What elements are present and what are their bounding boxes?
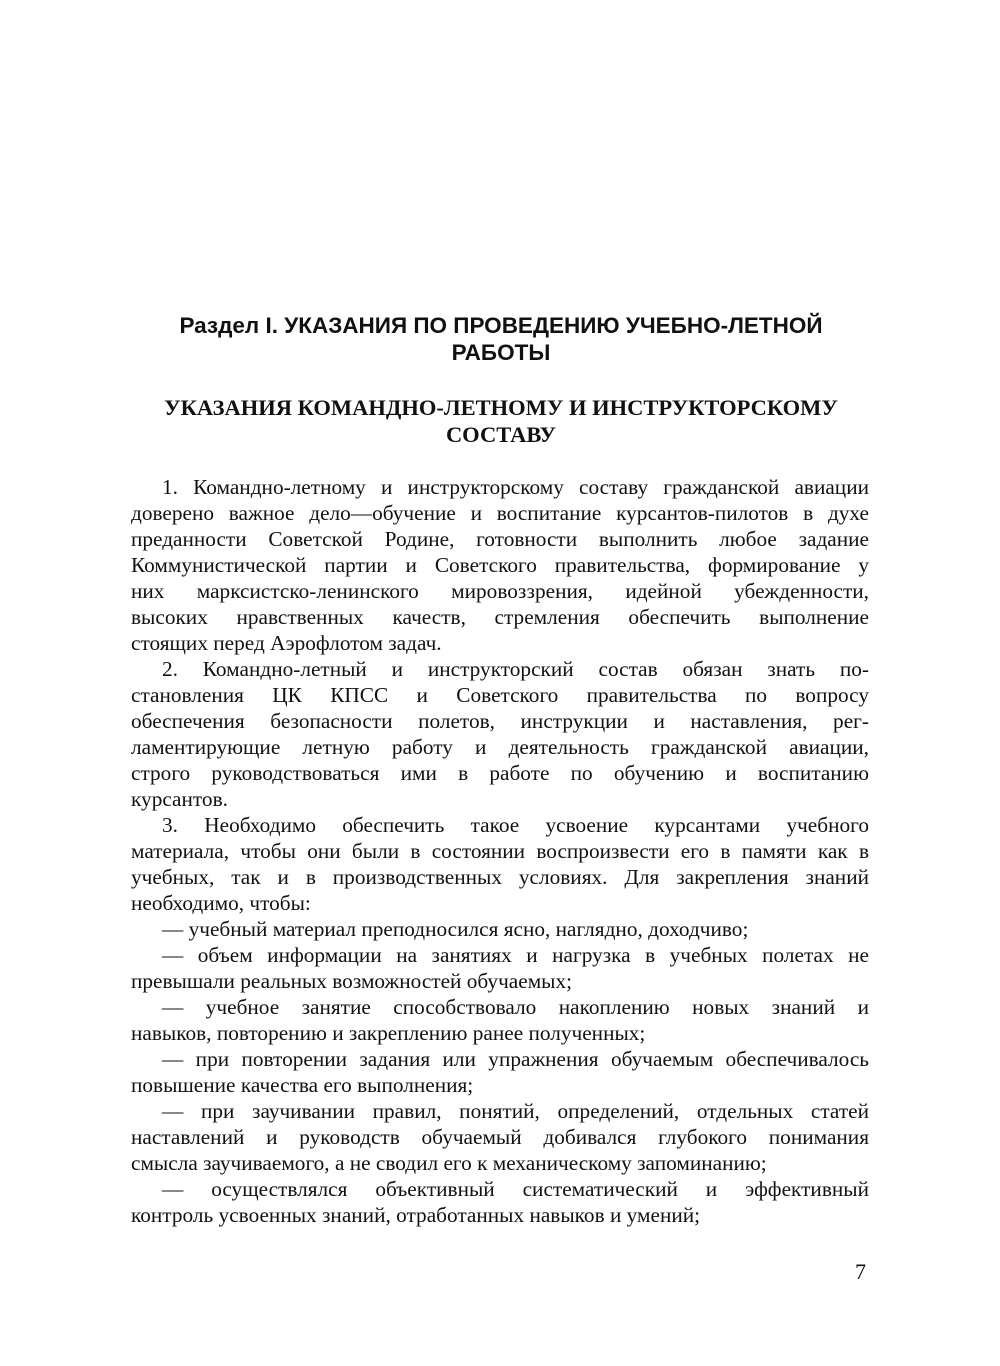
paragraph-3 [131, 812, 869, 916]
list-item [131, 1176, 869, 1228]
text-line: обеспечения безопасности полетов, инструкции и наставления, рег- [131, 709, 869, 733]
text-line: становления ЦК КПСС и Советского правительства по вопросу [131, 683, 869, 707]
text-line: учебных, так и в производственных условиях. Для закрепления знаний [131, 865, 869, 889]
text-line: превышали реальных возможностей обучаемых; [131, 969, 573, 993]
text-line: доверено важное дело—обучение и воспитание курсантов-пилотов в духе [131, 501, 869, 525]
text-line: ламентирующие летную работу и деятельность гражданской авиации, [131, 735, 869, 759]
text-line: — учебный материал преподносился ясно, наглядно, доходчиво; [162, 917, 749, 941]
text-line: — объем информации на занятиях и нагрузка в учебных полетах не [162, 943, 869, 967]
text-line: материала, чтобы они были в состоянии воспроизвести его в памяти как в [131, 839, 869, 863]
list-item [131, 1046, 869, 1098]
text-line: контроль усвоенных знаний, отработанных навыков и умений; [131, 1203, 701, 1227]
list-item [131, 916, 869, 942]
text-line: 2. Командно-летный и инструкторский состав обязан знать по- [162, 657, 869, 681]
text-line: необходимо, чтобы: [131, 891, 311, 915]
text-line: высоких нравственных качеств, стремления обеспечить выполнение [131, 605, 869, 629]
list-item [131, 942, 869, 994]
paragraph-2 [131, 656, 869, 812]
subsection-heading-line: УКАЗАНИЯ КОМАНДНО-ЛЕТНОМУ И ИНСТРУКТОРСКОМУ [164, 395, 838, 420]
section-heading [133, 312, 869, 366]
text-line: курсантов. [131, 787, 228, 811]
text-line: строго руководствоваться ими в работе по обучению и воспитанию [131, 761, 869, 785]
text-line: — при заучивании правил, понятий, определений, отдельных статей [162, 1099, 869, 1123]
text-line: навыков, повторению и закреплению ранее полученных; [131, 1021, 646, 1045]
text-line: стоящих перед Аэрофлотом задач. [131, 631, 442, 655]
paragraph-1 [131, 474, 869, 656]
text-line: преданности Советской Родине, готовности выполнить любое задание [131, 527, 869, 551]
page-number: 7 [855, 1259, 866, 1284]
section-heading-line: Раздел I. УКАЗАНИЯ ПО ПРОВЕДЕНИЮ УЧЕБНО-ЛЕТНОЙ [179, 313, 823, 338]
text-line: — при повторении задания или упражнения обучаемым обеспечивалось [162, 1047, 869, 1071]
subsection-heading-line: СОСТАВУ [445, 422, 557, 447]
text-line: — осуществлялся объективный систематический и эффективный [162, 1177, 869, 1201]
text-line: — учебное занятие способствовало накоплению новых знаний и [162, 995, 869, 1019]
body-text [131, 474, 869, 1228]
text-line: 3. Необходимо обеспечить такое усвоение курсантами учебного [162, 813, 869, 837]
section-heading-line: РАБОТЫ [451, 340, 551, 365]
text-line: повышение качества его выполнения; [131, 1073, 474, 1097]
subsection-heading [133, 394, 869, 448]
list-item [131, 1098, 869, 1176]
text-line: смысла заучиваемого, а не сводил его к механическому запоминанию; [131, 1151, 767, 1175]
text-line: Коммунистической партии и Советского правительства, формирование у [131, 553, 869, 577]
text-line: наставлений и руководств обучаемый добивался глубокого понимания [131, 1125, 869, 1149]
list-item [131, 994, 869, 1046]
text-line: 1. Командно-летному и инструкторскому составу гражданской авиации [162, 475, 869, 499]
text-line: них марксистско-ленинского мировоззрения, идейной убежденности, [131, 579, 869, 603]
